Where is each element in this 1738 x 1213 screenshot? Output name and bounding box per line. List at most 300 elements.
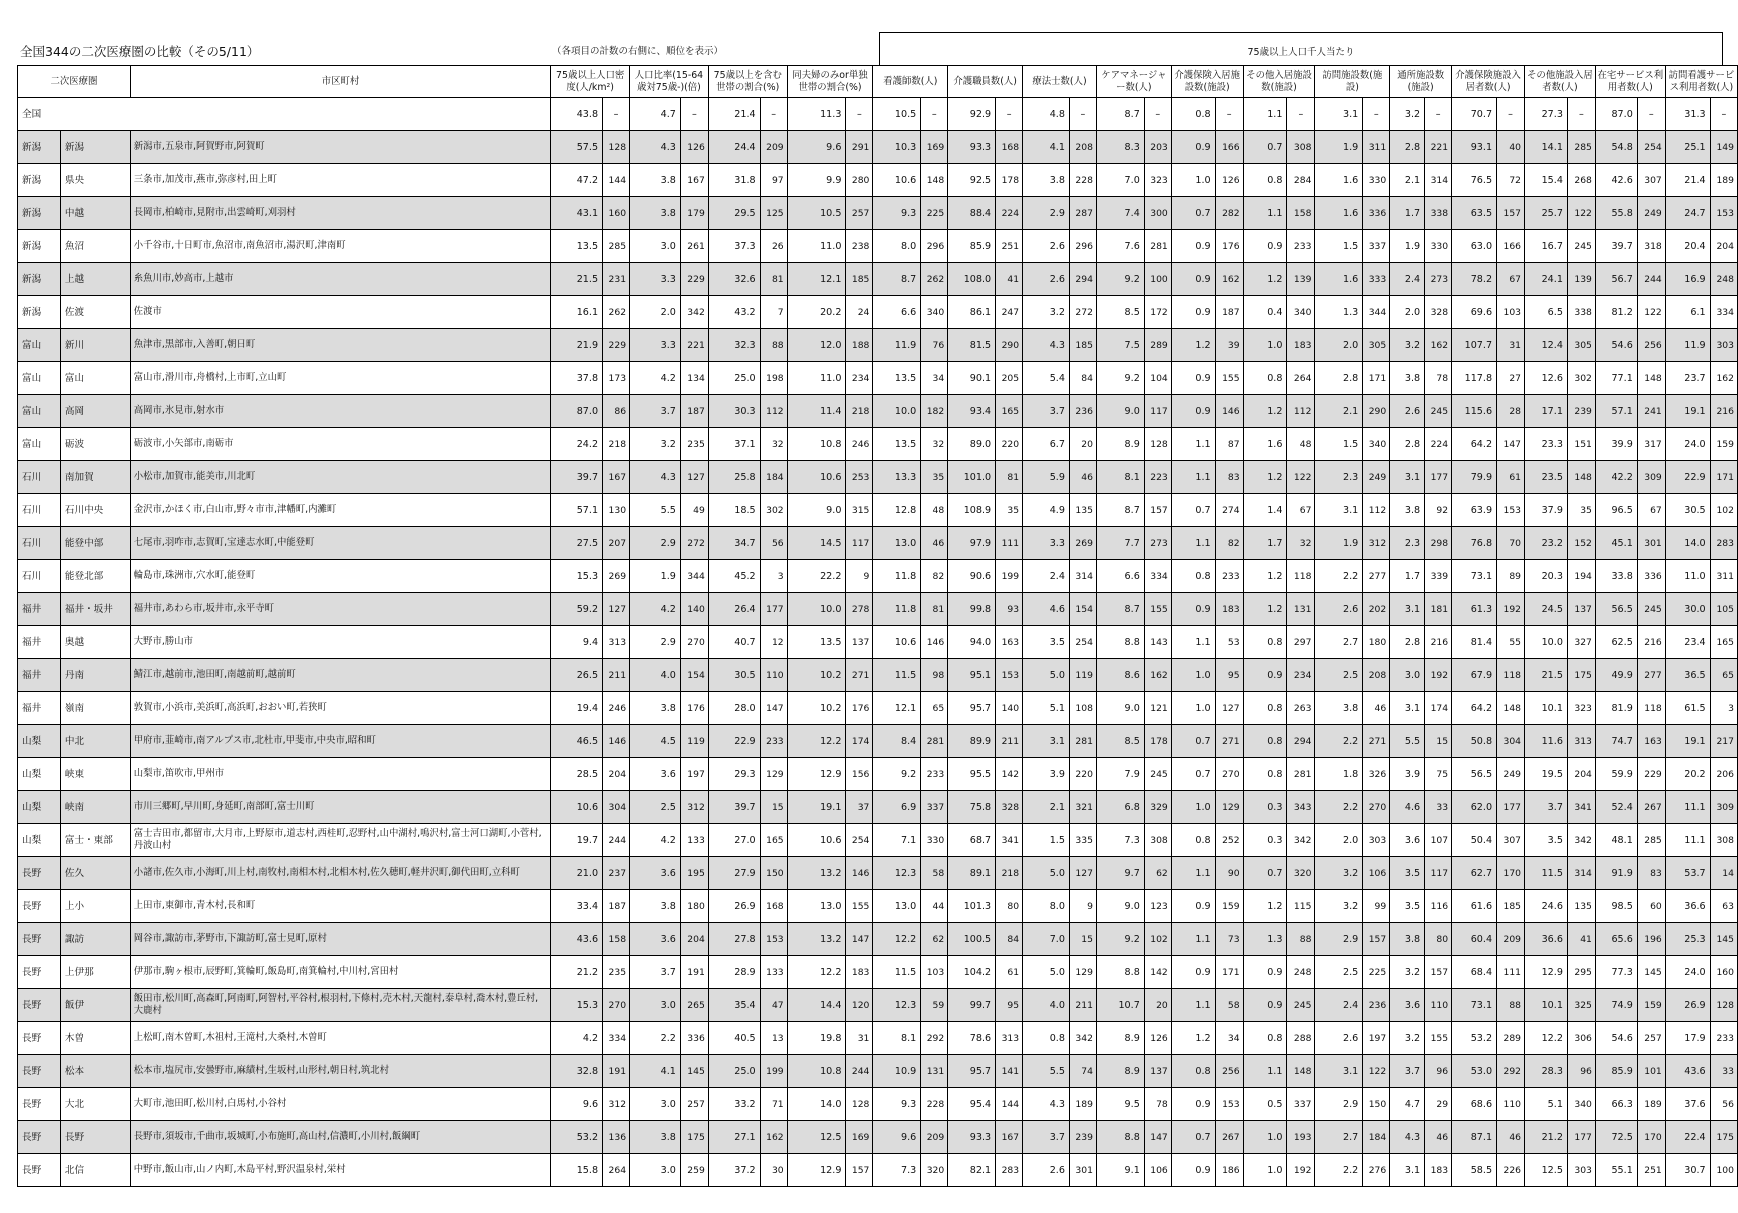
table-row bbox=[18, 758, 1738, 791]
value-cell: 56.5 bbox=[1452, 758, 1497, 791]
value-cell: 12.0 bbox=[787, 329, 846, 362]
value-cell: 2.5 bbox=[1315, 956, 1363, 989]
value-cell: 8.9 bbox=[1096, 1055, 1144, 1088]
prefecture-cell: 富山 bbox=[18, 362, 61, 395]
rank-cell: 117 bbox=[1425, 857, 1452, 890]
rank-cell: 151 bbox=[1567, 428, 1595, 461]
rank-cell: 122 bbox=[1637, 296, 1665, 329]
rank-cell: 326 bbox=[1363, 758, 1390, 791]
value-cell: 11.8 bbox=[873, 560, 921, 593]
rank-cell: 295 bbox=[1567, 956, 1595, 989]
rank-cell: 61 bbox=[1497, 461, 1525, 494]
rank-cell: 303 bbox=[1363, 824, 1390, 857]
value-cell: 1.0 bbox=[1243, 1154, 1287, 1187]
value-cell: 23.2 bbox=[1525, 527, 1568, 560]
rank-cell: 146 bbox=[603, 725, 630, 758]
cities-cell: 松本市,塩尻市,安曇野市,麻績村,生坂村,山形村,朝日村,筑北村 bbox=[130, 1055, 550, 1088]
rank-cell: 86 bbox=[603, 395, 630, 428]
rank-cell: 41 bbox=[1567, 923, 1595, 956]
rank-cell: 225 bbox=[1363, 956, 1390, 989]
table-row bbox=[18, 857, 1738, 890]
rank-cell: 305 bbox=[1363, 329, 1390, 362]
value-cell: 12.9 bbox=[1525, 956, 1568, 989]
rank-cell: 239 bbox=[1567, 395, 1595, 428]
rank-cell: 171 bbox=[1363, 362, 1390, 395]
value-cell: 79.9 bbox=[1452, 461, 1497, 494]
value-cell: 87.0 bbox=[551, 395, 603, 428]
rank-cell: 162 bbox=[1144, 659, 1171, 692]
cities-cell: 敦賀市,小浜市,美浜町,高浜町,おおい町,若狭町 bbox=[130, 692, 550, 725]
value-cell: 48.1 bbox=[1595, 824, 1637, 857]
rank-cell: 312 bbox=[680, 791, 708, 824]
value-cell: 21.5 bbox=[551, 263, 603, 296]
rank-cell: 157 bbox=[1425, 956, 1452, 989]
value-cell: 9.1 bbox=[1096, 1154, 1144, 1187]
area-cell: 長野 bbox=[60, 1121, 130, 1154]
rank-cell: 163 bbox=[996, 626, 1023, 659]
rank-cell: 278 bbox=[846, 593, 873, 626]
rank-cell: 233 bbox=[760, 725, 787, 758]
value-cell: 85.9 bbox=[1595, 1055, 1637, 1088]
value-cell: 34.7 bbox=[708, 527, 760, 560]
value-cell: 3.5 bbox=[1023, 626, 1070, 659]
prefecture-cell: 山梨 bbox=[18, 824, 61, 857]
value-cell: 50.4 bbox=[1452, 824, 1497, 857]
rank-cell: 165 bbox=[996, 395, 1023, 428]
value-cell: 8.1 bbox=[873, 1022, 921, 1055]
value-cell: 64.2 bbox=[1452, 692, 1497, 725]
value-cell: 55.1 bbox=[1595, 1154, 1637, 1187]
rank-cell: 15 bbox=[1069, 923, 1096, 956]
value-cell: 11.0 bbox=[1665, 560, 1710, 593]
rank-cell: 48 bbox=[1287, 428, 1315, 461]
value-cell: 11.1 bbox=[1665, 791, 1710, 824]
rank-cell: 263 bbox=[1287, 692, 1315, 725]
value-cell: 0.9 bbox=[1171, 890, 1215, 923]
value-cell: 0.8 bbox=[1171, 98, 1215, 131]
value-cell: 19.7 bbox=[551, 824, 603, 857]
value-cell: 32.3 bbox=[708, 329, 760, 362]
rank-cell: 221 bbox=[1425, 131, 1452, 164]
rank-cell: 216 bbox=[1710, 395, 1737, 428]
value-cell: 3.7 bbox=[630, 395, 681, 428]
value-cell: 2.4 bbox=[1023, 560, 1070, 593]
value-cell: 4.2 bbox=[551, 1022, 603, 1055]
value-cell: 43.6 bbox=[551, 923, 603, 956]
area-cell: 佐久 bbox=[60, 857, 130, 890]
value-cell: 2.2 bbox=[1315, 725, 1363, 758]
rank-cell: 47 bbox=[760, 989, 787, 1022]
rank-cell: 31 bbox=[846, 1022, 873, 1055]
rank-cell: 127 bbox=[603, 593, 630, 626]
rank-cell: 283 bbox=[996, 1154, 1023, 1187]
rank-cell: 139 bbox=[1287, 263, 1315, 296]
value-cell: 39.9 bbox=[1595, 428, 1637, 461]
rank-cell: 203 bbox=[1144, 131, 1171, 164]
rank-cell: 84 bbox=[1069, 362, 1096, 395]
rank-cell: 193 bbox=[1287, 1121, 1315, 1154]
rank-cell: 160 bbox=[603, 197, 630, 230]
rank-cell: 67 bbox=[1497, 263, 1525, 296]
value-cell: 2.7 bbox=[1315, 626, 1363, 659]
value-cell: 10.5 bbox=[787, 197, 846, 230]
rank-cell: 148 bbox=[1637, 362, 1665, 395]
rank-cell: 211 bbox=[603, 659, 630, 692]
rank-cell: 119 bbox=[1069, 659, 1096, 692]
value-cell: 21.5 bbox=[1525, 659, 1568, 692]
value-cell: 8.1 bbox=[1096, 461, 1144, 494]
rank-cell: 134 bbox=[680, 362, 708, 395]
value-cell: 8.3 bbox=[1096, 131, 1144, 164]
rank-cell: 110 bbox=[760, 659, 787, 692]
value-cell: 90.1 bbox=[948, 362, 996, 395]
rank-cell: 178 bbox=[1144, 725, 1171, 758]
rank-cell: 191 bbox=[680, 956, 708, 989]
rank-cell: 301 bbox=[1069, 1154, 1096, 1187]
value-cell: 27.5 bbox=[551, 527, 603, 560]
rank-cell: 229 bbox=[603, 329, 630, 362]
rank-cell: 283 bbox=[1710, 527, 1737, 560]
rank-cell: – bbox=[1144, 98, 1171, 131]
cities-cell: 三条市,加茂市,燕市,弥彦村,田上町 bbox=[130, 164, 550, 197]
value-cell: 7.4 bbox=[1096, 197, 1144, 230]
value-cell: 98.5 bbox=[1595, 890, 1637, 923]
value-cell: 3.0 bbox=[630, 1154, 681, 1187]
value-cell: 9.2 bbox=[1096, 362, 1144, 395]
rank-cell: 216 bbox=[1425, 626, 1452, 659]
value-cell: 77.1 bbox=[1595, 362, 1637, 395]
rank-cell: 262 bbox=[603, 296, 630, 329]
value-cell: 30.5 bbox=[1665, 494, 1710, 527]
rank-cell: 313 bbox=[1567, 725, 1595, 758]
cities-cell: 伊那市,駒ヶ根市,辰野町,箕輪町,飯島町,南箕輪村,中川村,宮田村 bbox=[130, 956, 550, 989]
header-metric: 通所施設数(施設) bbox=[1390, 66, 1452, 98]
rank-cell: 254 bbox=[1069, 626, 1096, 659]
value-cell: 58.5 bbox=[1452, 1154, 1497, 1187]
cities-cell: 佐渡市 bbox=[130, 296, 550, 329]
value-cell: 25.8 bbox=[708, 461, 760, 494]
value-cell: 15.8 bbox=[551, 1154, 603, 1187]
rank-cell: 159 bbox=[1637, 989, 1665, 1022]
value-cell: 13.0 bbox=[787, 890, 846, 923]
rank-cell: 285 bbox=[1567, 131, 1595, 164]
rank-cell: 344 bbox=[1363, 296, 1390, 329]
value-cell: 2.8 bbox=[1390, 626, 1425, 659]
rank-cell: 269 bbox=[1069, 527, 1096, 560]
value-cell: 4.8 bbox=[1023, 98, 1070, 131]
value-cell: 1.3 bbox=[1315, 296, 1363, 329]
rank-cell: 270 bbox=[1215, 758, 1243, 791]
rank-cell: 256 bbox=[1637, 329, 1665, 362]
value-cell: 2.2 bbox=[1315, 1154, 1363, 1187]
value-cell: 52.4 bbox=[1595, 791, 1637, 824]
value-cell: 45.1 bbox=[1595, 527, 1637, 560]
rank-cell: 175 bbox=[680, 1121, 708, 1154]
table-row bbox=[18, 296, 1738, 329]
value-cell: 0.9 bbox=[1171, 593, 1215, 626]
value-cell: 1.0 bbox=[1171, 791, 1215, 824]
rank-cell: 335 bbox=[1069, 824, 1096, 857]
rank-cell: 273 bbox=[1425, 263, 1452, 296]
rank-cell: 97 bbox=[760, 164, 787, 197]
value-cell: 8.5 bbox=[1096, 725, 1144, 758]
rank-cell: 205 bbox=[996, 362, 1023, 395]
value-cell: 3.1 bbox=[1390, 1154, 1425, 1187]
cities-cell: 輪島市,珠洲市,穴水町,能登町 bbox=[130, 560, 550, 593]
rank-cell: 63 bbox=[1710, 890, 1737, 923]
value-cell: 10.0 bbox=[1525, 626, 1568, 659]
rank-cell: 95 bbox=[996, 989, 1023, 1022]
value-cell: 75.8 bbox=[948, 791, 996, 824]
rank-cell: 182 bbox=[921, 395, 948, 428]
rank-cell: 87 bbox=[1215, 428, 1243, 461]
rank-cell: 177 bbox=[1497, 791, 1525, 824]
rank-cell: 168 bbox=[760, 890, 787, 923]
value-cell: 43.8 bbox=[551, 98, 603, 131]
rank-cell: 245 bbox=[1567, 230, 1595, 263]
value-cell: 9.6 bbox=[873, 1121, 921, 1154]
rank-cell: 103 bbox=[921, 956, 948, 989]
rank-cell: 118 bbox=[1637, 692, 1665, 725]
cities-cell: 岡谷市,諏訪市,茅野市,下諏訪町,富士見町,原村 bbox=[130, 923, 550, 956]
value-cell: 74.7 bbox=[1595, 725, 1637, 758]
value-cell: 1.9 bbox=[1315, 527, 1363, 560]
value-cell: 25.0 bbox=[708, 1055, 760, 1088]
value-cell: 4.2 bbox=[630, 824, 681, 857]
rank-cell: 270 bbox=[680, 626, 708, 659]
value-cell: 3.6 bbox=[1390, 824, 1425, 857]
rank-cell: 81 bbox=[760, 263, 787, 296]
value-cell: 14.4 bbox=[787, 989, 846, 1022]
prefecture-cell: 長野 bbox=[18, 989, 61, 1022]
rank-cell: 218 bbox=[603, 428, 630, 461]
rank-cell: 340 bbox=[1287, 296, 1315, 329]
rank-cell: – bbox=[1363, 98, 1390, 131]
rank-cell: 187 bbox=[603, 890, 630, 923]
rank-cell: 197 bbox=[680, 758, 708, 791]
value-cell: 5.1 bbox=[1525, 1088, 1568, 1121]
header-metric: 介護保険施設入居者数(人) bbox=[1452, 66, 1525, 98]
rank-cell: 167 bbox=[603, 461, 630, 494]
header-metric: ケアマネージャー数(人) bbox=[1096, 66, 1171, 98]
value-cell: 93.3 bbox=[948, 1121, 996, 1154]
value-cell: 9.0 bbox=[1096, 890, 1144, 923]
rank-cell: 189 bbox=[1637, 1088, 1665, 1121]
per-capita-header-box bbox=[879, 32, 1723, 65]
area-cell: 石川中央 bbox=[60, 494, 130, 527]
value-cell: 1.9 bbox=[630, 560, 681, 593]
cities-cell: 上松町,南木曽町,木祖村,王滝村,大桑村,木曽町 bbox=[130, 1022, 550, 1055]
rank-cell: 130 bbox=[603, 494, 630, 527]
area-cell: 木曽 bbox=[60, 1022, 130, 1055]
rank-cell: 88 bbox=[1497, 989, 1525, 1022]
value-cell: 2.2 bbox=[1315, 560, 1363, 593]
rank-cell: 233 bbox=[1215, 560, 1243, 593]
value-cell: 23.4 bbox=[1665, 626, 1710, 659]
value-cell: 7.3 bbox=[873, 1154, 921, 1187]
rank-cell: 307 bbox=[1637, 164, 1665, 197]
prefecture-cell: 富山 bbox=[18, 395, 61, 428]
rank-cell: 177 bbox=[1425, 461, 1452, 494]
value-cell: 99.8 bbox=[948, 593, 996, 626]
rank-cell: 46 bbox=[921, 527, 948, 560]
rank-cell: 49 bbox=[680, 494, 708, 527]
header-metric: 同夫婦のみor単独世帯の割合(%) bbox=[787, 66, 873, 98]
rank-cell: 325 bbox=[1567, 989, 1595, 1022]
rank-cell: 129 bbox=[1215, 791, 1243, 824]
rank-cell: 270 bbox=[603, 989, 630, 1022]
rank-cell: 162 bbox=[1215, 263, 1243, 296]
rank-cell: 162 bbox=[1710, 362, 1737, 395]
rank-cell: 128 bbox=[603, 131, 630, 164]
rank-cell: 284 bbox=[1287, 164, 1315, 197]
prefecture-cell: 山梨 bbox=[18, 758, 61, 791]
rank-cell: 137 bbox=[1144, 1055, 1171, 1088]
rank-cell: 163 bbox=[1637, 725, 1665, 758]
prefecture-cell: 福井 bbox=[18, 593, 61, 626]
header-metric: 在宅サービス利用者数(人) bbox=[1595, 66, 1665, 98]
value-cell: 54.8 bbox=[1595, 131, 1637, 164]
value-cell: 3.3 bbox=[630, 263, 681, 296]
rank-cell: 271 bbox=[1215, 725, 1243, 758]
value-cell: 1.0 bbox=[1171, 692, 1215, 725]
value-cell: 9.0 bbox=[787, 494, 846, 527]
value-cell: 2.2 bbox=[630, 1022, 681, 1055]
value-cell: 63.0 bbox=[1452, 230, 1497, 263]
rank-cell: 337 bbox=[1287, 1088, 1315, 1121]
value-cell: 26.5 bbox=[551, 659, 603, 692]
value-cell: 32.8 bbox=[551, 1055, 603, 1088]
rank-cell: 60 bbox=[1637, 890, 1665, 923]
rank-cell: 56 bbox=[760, 527, 787, 560]
header-cities: 市区町村 bbox=[130, 66, 550, 98]
value-cell: 108.0 bbox=[948, 263, 996, 296]
rank-cell: 189 bbox=[1710, 164, 1737, 197]
rank-cell: 78 bbox=[1144, 1088, 1171, 1121]
rank-cell: 241 bbox=[1637, 395, 1665, 428]
prefecture-cell: 富山 bbox=[18, 428, 61, 461]
value-cell: 11.0 bbox=[787, 362, 846, 395]
rank-cell: 328 bbox=[1425, 296, 1452, 329]
value-cell: 1.7 bbox=[1390, 560, 1425, 593]
value-cell: 11.6 bbox=[1525, 725, 1568, 758]
value-cell: 1.1 bbox=[1243, 1055, 1287, 1088]
value-cell: 3.0 bbox=[1390, 659, 1425, 692]
rank-cell: 83 bbox=[1215, 461, 1243, 494]
value-cell: 37.1 bbox=[708, 428, 760, 461]
value-cell: 63.9 bbox=[1452, 494, 1497, 527]
value-cell: 66.3 bbox=[1595, 1088, 1637, 1121]
value-cell: 86.1 bbox=[948, 296, 996, 329]
rank-cell: 204 bbox=[680, 923, 708, 956]
value-cell: 0.7 bbox=[1171, 725, 1215, 758]
rank-cell: 46 bbox=[1363, 692, 1390, 725]
value-cell: 3.9 bbox=[1023, 758, 1070, 791]
area-cell: 奥越 bbox=[60, 626, 130, 659]
rank-cell: 321 bbox=[1069, 791, 1096, 824]
value-cell: 3.8 bbox=[1315, 692, 1363, 725]
value-cell: 3.7 bbox=[630, 956, 681, 989]
rank-cell: 147 bbox=[1144, 1121, 1171, 1154]
value-cell: 3.7 bbox=[1390, 1055, 1425, 1088]
rank-cell: 127 bbox=[680, 461, 708, 494]
value-cell: 3.2 bbox=[1390, 956, 1425, 989]
value-cell: 21.0 bbox=[551, 857, 603, 890]
rank-cell: 180 bbox=[1363, 626, 1390, 659]
value-cell: 13.5 bbox=[551, 230, 603, 263]
value-cell: 3.3 bbox=[630, 329, 681, 362]
value-cell: 8.9 bbox=[1096, 428, 1144, 461]
value-cell: 7.7 bbox=[1096, 527, 1144, 560]
prefecture-cell: 長野 bbox=[18, 1022, 61, 1055]
value-cell: 2.6 bbox=[1390, 395, 1425, 428]
value-cell: 54.6 bbox=[1595, 1022, 1637, 1055]
header-metric: その他入居施設数(施設) bbox=[1243, 66, 1315, 98]
rank-cell: 224 bbox=[1425, 428, 1452, 461]
rank-cell: 211 bbox=[1069, 989, 1096, 1022]
area-cell: 松本 bbox=[60, 1055, 130, 1088]
rank-cell: 133 bbox=[680, 824, 708, 857]
rank-cell: 236 bbox=[1069, 395, 1096, 428]
table-row bbox=[18, 263, 1738, 296]
value-cell: 33.2 bbox=[708, 1088, 760, 1121]
rank-cell: 102 bbox=[1144, 923, 1171, 956]
header-metric: 75歳以上人口密度(人/km²) bbox=[551, 66, 630, 98]
value-cell: 0.9 bbox=[1171, 263, 1215, 296]
rank-cell: 173 bbox=[603, 362, 630, 395]
rank-cell: 9 bbox=[846, 560, 873, 593]
value-cell: 2.4 bbox=[1390, 263, 1425, 296]
prefecture-cell: 石川 bbox=[18, 560, 61, 593]
rank-cell: 127 bbox=[1215, 692, 1243, 725]
rank-cell: 184 bbox=[760, 461, 787, 494]
value-cell: 24.4 bbox=[708, 131, 760, 164]
value-cell: 13.0 bbox=[873, 527, 921, 560]
value-cell: 18.5 bbox=[708, 494, 760, 527]
rank-cell: 81 bbox=[996, 461, 1023, 494]
rank-cell: 122 bbox=[1567, 197, 1595, 230]
value-cell: 3.0 bbox=[630, 230, 681, 263]
rank-cell: 303 bbox=[1567, 1154, 1595, 1187]
cities-cell: 砺波市,小矢部市,南砺市 bbox=[130, 428, 550, 461]
table-row bbox=[18, 1055, 1738, 1088]
table-row bbox=[18, 890, 1738, 923]
value-cell: 74.9 bbox=[1595, 989, 1637, 1022]
prefecture-cell: 富山 bbox=[18, 329, 61, 362]
value-cell: 59.2 bbox=[551, 593, 603, 626]
value-cell: 3.8 bbox=[630, 164, 681, 197]
value-cell: 17.9 bbox=[1665, 1022, 1710, 1055]
value-cell: 10.6 bbox=[787, 461, 846, 494]
value-cell: 7.9 bbox=[1096, 758, 1144, 791]
rank-cell: 208 bbox=[1069, 131, 1096, 164]
rank-cell: 31 bbox=[1497, 329, 1525, 362]
value-cell: 11.4 bbox=[787, 395, 846, 428]
table-row bbox=[18, 362, 1738, 395]
rank-cell: 146 bbox=[1215, 395, 1243, 428]
rank-cell: 168 bbox=[996, 131, 1023, 164]
value-cell: 22.9 bbox=[708, 725, 760, 758]
rank-cell: 311 bbox=[1710, 560, 1737, 593]
rank-cell: 146 bbox=[846, 857, 873, 890]
value-cell: 23.5 bbox=[1525, 461, 1568, 494]
value-cell: 9.2 bbox=[1096, 923, 1144, 956]
value-cell: 85.9 bbox=[948, 230, 996, 263]
rank-cell: 312 bbox=[1363, 527, 1390, 560]
prefecture-cell: 長野 bbox=[18, 890, 61, 923]
value-cell: 36.5 bbox=[1665, 659, 1710, 692]
value-cell: 24.0 bbox=[1665, 428, 1710, 461]
